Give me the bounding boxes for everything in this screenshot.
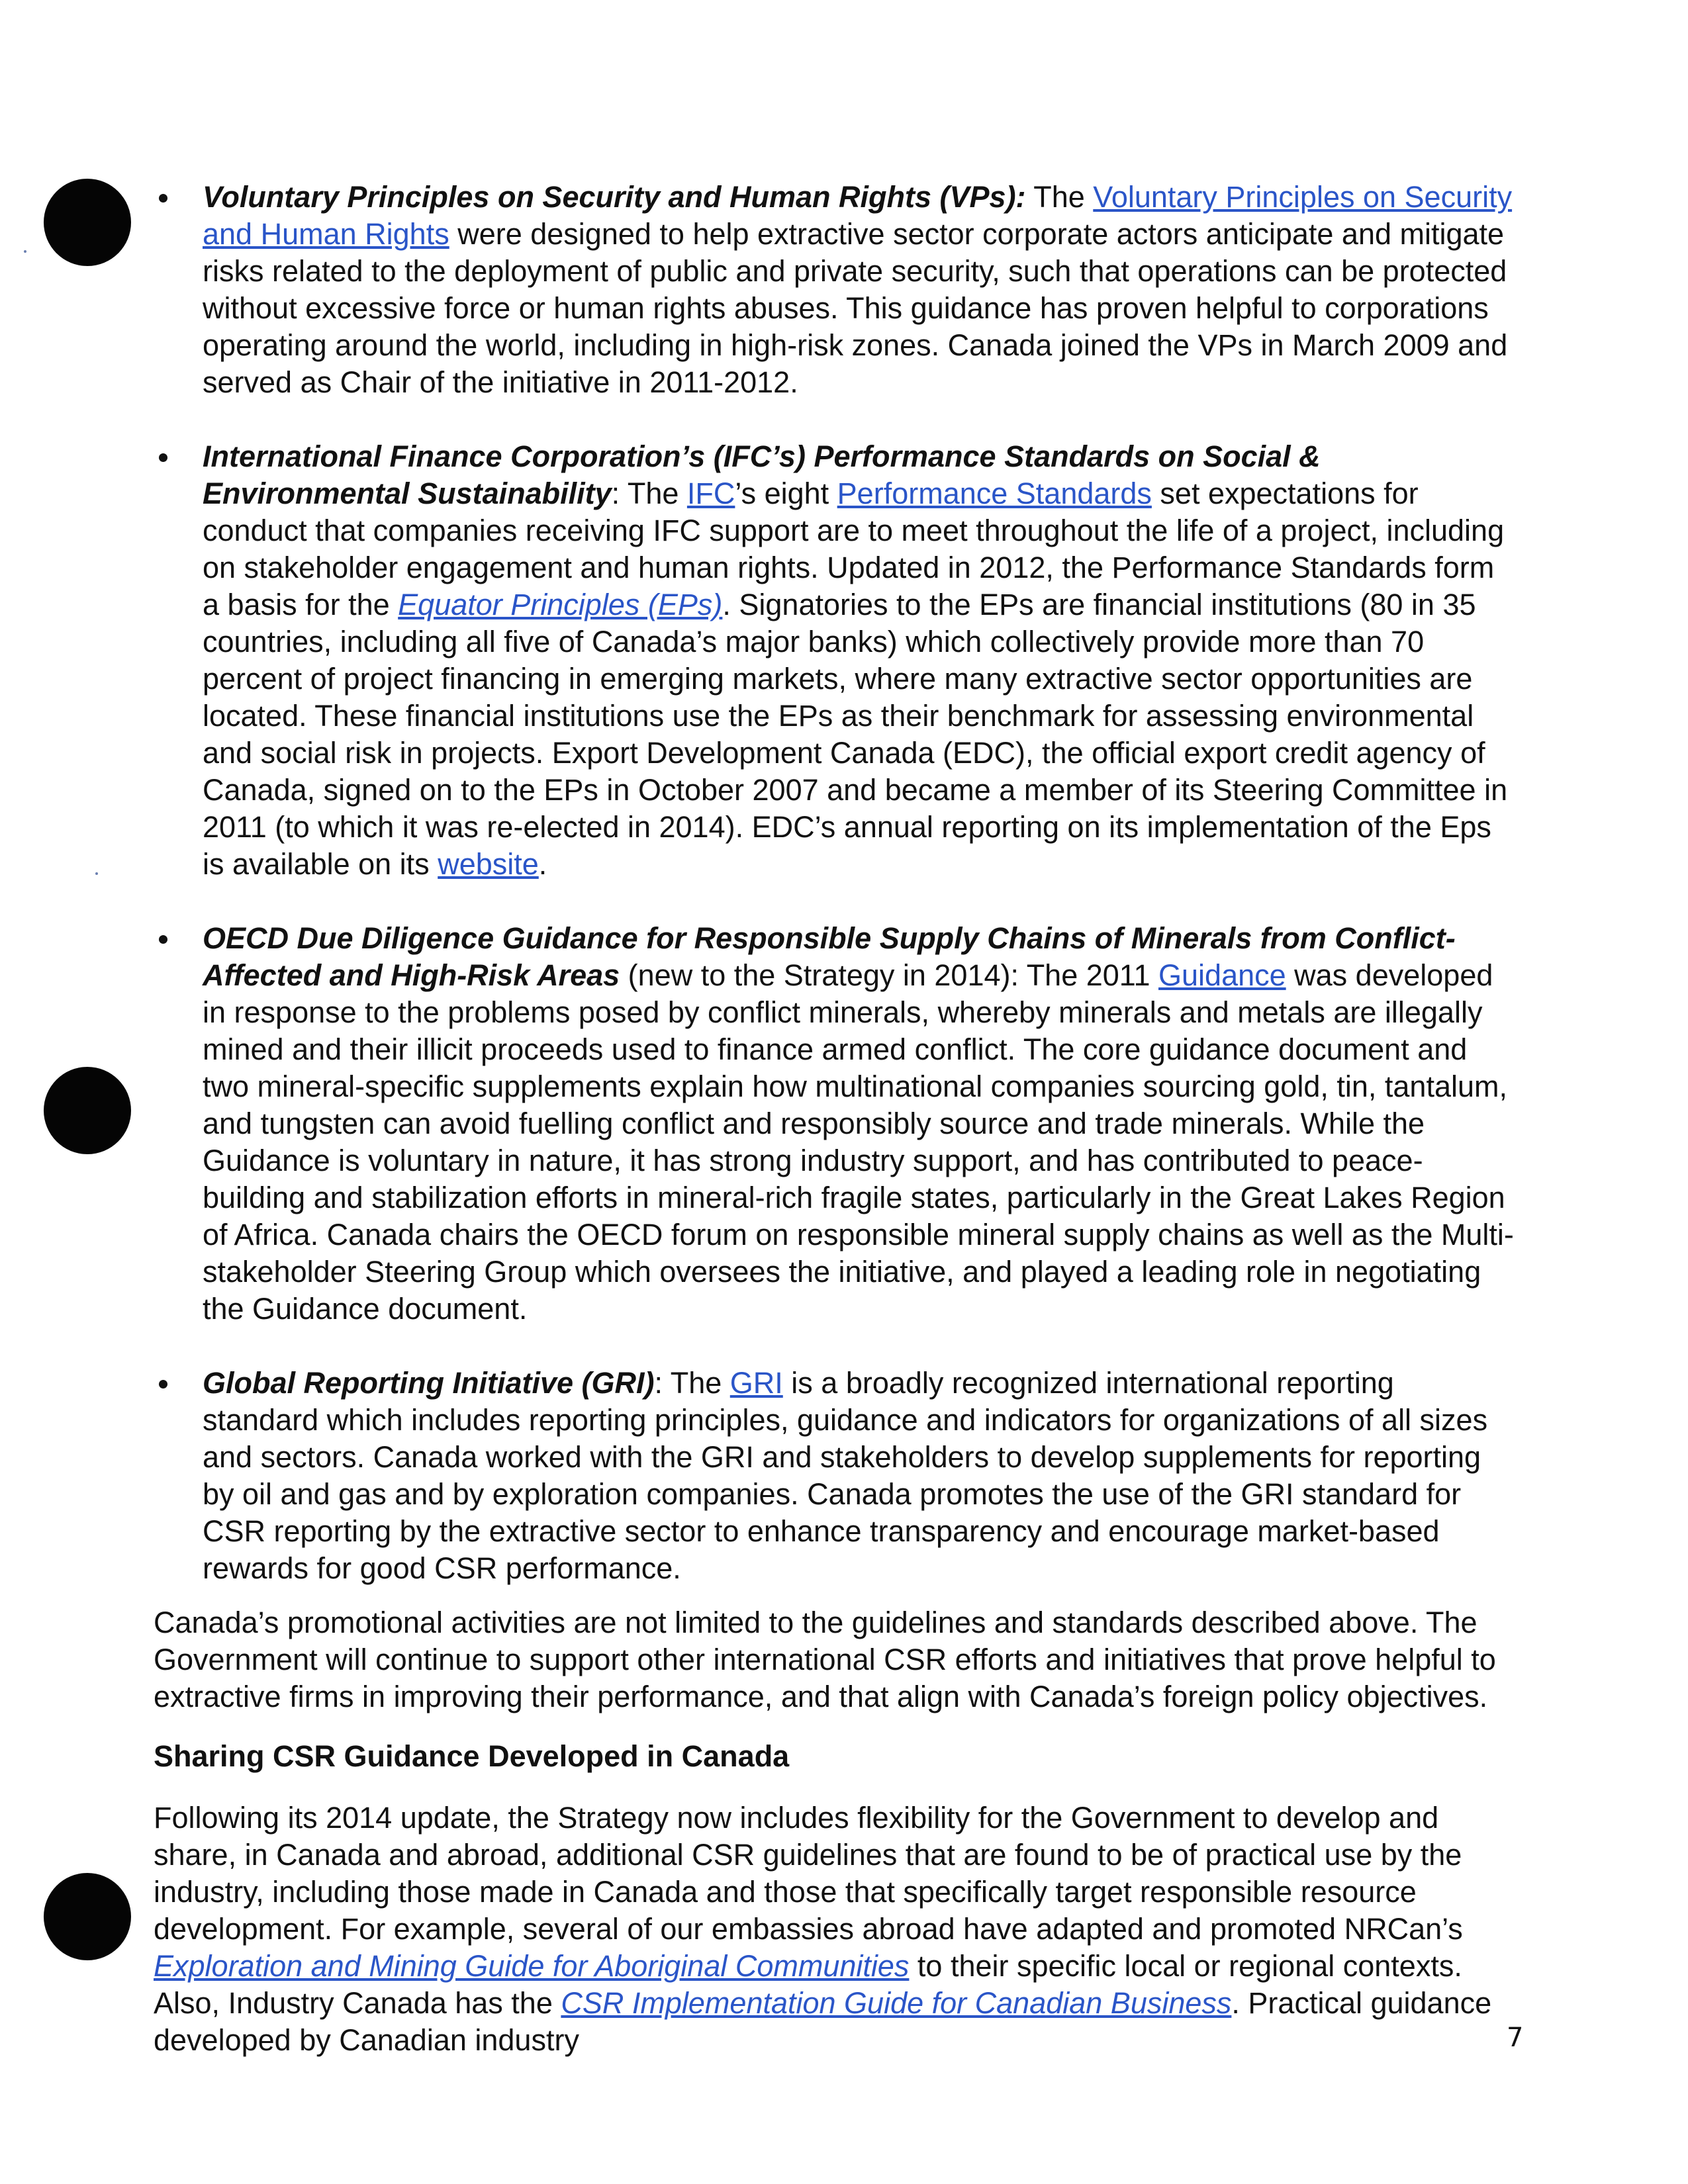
punch-hole-top xyxy=(44,179,131,266)
item-text: (new to the Strategy in 2014): The 2011 xyxy=(620,958,1159,992)
item-lead: Voluntary Principles on Security and Human Rights (VPs): xyxy=(203,180,1026,214)
item-text: ’s eight xyxy=(735,477,837,510)
bullet-marker xyxy=(159,194,167,203)
item-text: . xyxy=(538,847,547,881)
ifc-link[interactable]: IFC xyxy=(686,477,735,510)
edc-website-link[interactable]: website xyxy=(438,847,539,881)
equator-principles-link[interactable]: Equator Principles (EPs) xyxy=(398,588,723,621)
item-text: : The xyxy=(611,477,687,510)
item-text: were designed to help extractive sector corporate actors anticipate and mitigate risks related to the deployment of public and private security, such that operations can be protected without excessive force or human rights abuses. This guidance has proven helpful to corporations operating around the world, including in high-risk zones. Canada joined the VPs in March 2009 and served as Chair of the initiative in 2011-2012. xyxy=(203,217,1508,399)
list-item-gri xyxy=(154,1365,1517,1587)
scan-speck xyxy=(95,872,98,875)
sharing-guidance-paragraph xyxy=(154,1799,1517,2059)
paragraph-text: to their specific local or regional contexts. Also, Industry Canada has the xyxy=(154,1949,1462,2021)
list-item-ifc-performance-standards xyxy=(154,438,1517,883)
bullet-marker xyxy=(159,1380,167,1388)
list-item-oecd-guidance xyxy=(154,920,1517,1328)
bullet-marker xyxy=(159,453,167,462)
item-text: is a broadly recognized international reporting standard which includes reporting principles, guidance and indicators for organizations of all sizes and sectors. Canada worked with the GRI and stakeholders to develop supplements for reporting by oil and gas and by exploration companies. Canada promotes the use of the GRI standard for CSR reporting by the extractive sector to enhance transparency and encourage market-based rewards for good CSR performance. xyxy=(203,1366,1488,1585)
bullet-marker xyxy=(159,935,167,944)
performance-standards-link[interactable]: Performance Standards xyxy=(837,477,1152,510)
standards-list xyxy=(154,179,1517,1587)
list-item-voluntary-principles xyxy=(154,179,1517,401)
item-text: was developed in response to the problems posed by conflict minerals, whereby minerals and metals are illegally mined and their illicit proceeds used to finance armed conflict. The core guidance document and two mineral-specific supplements explain how multinational companies sourcing gold, tin, tantalum, and tungsten can avoid fuelling conflict and responsibly source and trade minerals. While the Guidance is voluntary in nature, it has strong industry support, and has contributed to peace-building and stabilization efforts in mineral-rich fragile states, particularly in the Great Lakes Region of Africa. Canada chairs the OECD forum on responsible mineral supply chains as well as the Multi-stakeholder Steering Group which oversees the initiative, and played a leading role in negotiating the Guidance document. xyxy=(203,958,1514,1326)
page-number: 7 xyxy=(1507,2023,1524,2053)
exploration-mining-guide-link[interactable]: Exploration and Mining Guide for Aboriginal Communities xyxy=(154,1949,910,1983)
item-text: set expectations for conduct that companies receiving IFC support are to meet throughout the life of a project, including on stakeholder engagement and human rights. Updated in 2012, the Performance Standards form a basis for the xyxy=(203,477,1505,621)
paragraph-text: Following its 2014 update, the Strategy now includes flexibility for the Government to develop and share, in Canada and abroad, additional CSR guidelines that are found to be of practical use by the industry, including those made in Canada and those that specifically target responsible resource development. For example, several of our embassies abroad have adapted and promoted NRCan’s xyxy=(154,1801,1463,1946)
gri-link[interactable]: GRI xyxy=(729,1366,783,1400)
punch-hole-bottom xyxy=(44,1873,131,1960)
paragraph-text: . Practical guidance developed by Canadian industry xyxy=(154,1986,1492,2058)
item-lead: Global Reporting Initiative (GRI) xyxy=(203,1366,655,1400)
item-text: : The xyxy=(654,1366,730,1400)
item-text: The xyxy=(1025,180,1094,214)
promotional-activities-paragraph: Canada’s promotional activities are not limited to the guidelines and standards described above. The Government will continue to support other international CSR efforts and initiatives that prove helpful to extractive firms in improving their performance, and that align with Canada’s foreign policy objectives. xyxy=(154,1606,1496,1713)
csr-implementation-guide-link[interactable]: CSR Implementation Guide for Canadian Business xyxy=(561,1986,1232,2021)
item-lead: OECD Due Diligence Guidance for Responsible Supply Chains of Minerals from Conflict-Affected and High-Risk Areas xyxy=(203,921,1456,992)
punch-hole-middle xyxy=(44,1067,131,1154)
section-heading: Sharing CSR Guidance Developed in Canada xyxy=(154,1739,790,1773)
page-body xyxy=(154,179,1517,2059)
voluntary-principles-link[interactable]: Voluntary Principles on Security and Human Rights xyxy=(203,180,1513,251)
item-lead: International Finance Corporation’s (IFC’s) Performance Standards on Social & Environmental Sustainability xyxy=(203,439,1321,510)
scan-speck xyxy=(24,250,26,253)
oecd-guidance-link[interactable]: Guidance xyxy=(1158,958,1286,992)
item-text: . Signatories to the EPs are financial institutions (80 in 35 countries, including all five of Canada’s major banks) which collectively provide more than 70 percent of project financing in emerging markets, where many extractive sector opportunities are located. These financial institutions use the EPs as their benchmark for assessing environmental and social risk in projects. Export Development Canada (EDC), the official export credit agency of Canada, signed on to the EPs in October 2007 and became a member of its Steering Committee in 2011 (to which it was re-elected in 2014). EDC’s annual reporting on its implementation of the Eps is available on its xyxy=(203,588,1508,881)
